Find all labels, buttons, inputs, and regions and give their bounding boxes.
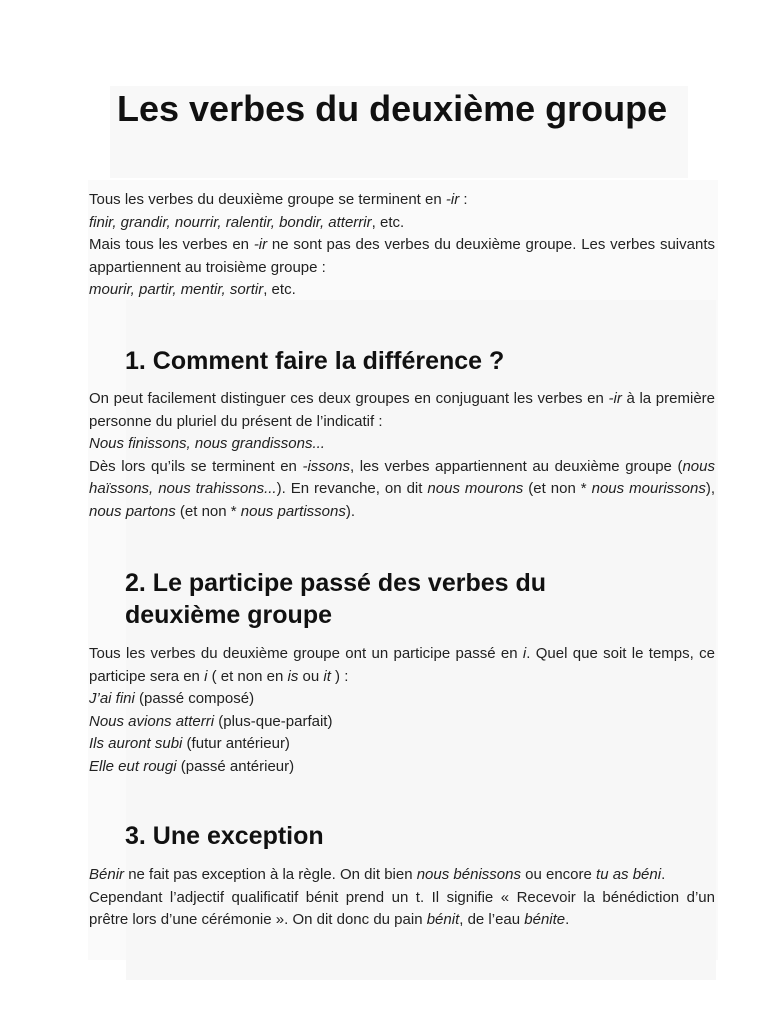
verb-list: mourir, partir, mentir, sortir (89, 281, 264, 298)
intro-paragraph (89, 189, 715, 302)
suffix-ir: -ir (608, 390, 622, 407)
text: ( et non en (207, 667, 288, 685)
intro-line-4 (89, 279, 715, 302)
text: (et non * (175, 502, 241, 520)
tense-label: (passé antérieur) (176, 757, 295, 775)
suffix-ir: -ir (253, 236, 268, 253)
example: tu as béni (596, 866, 662, 883)
section-3-body (89, 864, 715, 932)
example: Nous finissons, nous grandissons... (89, 435, 325, 452)
section-2-heading: 2. Le participe passé des verbes du deuxième groupe (125, 569, 547, 629)
text: Tous les verbes du deuxième groupe ont un participe passé en (89, 645, 523, 662)
text: : (459, 191, 468, 208)
example-line (89, 756, 715, 779)
section-1-body (89, 388, 715, 523)
text: ), (705, 480, 716, 497)
paragraph (89, 433, 715, 456)
text: , de l’eau (459, 911, 525, 928)
suffix-it: it (323, 667, 331, 685)
example: J’ai fini (89, 690, 135, 707)
text: . Quel que soit le temps, ce participe sera en (89, 645, 715, 685)
text: ne fait pas exception à la règle. On dit bien (124, 866, 417, 883)
paragraph (89, 887, 715, 932)
text: Tous les verbes du deuxième groupe se terminent en (89, 191, 446, 208)
text: On peut facilement distinguer ces deux groupes en conjuguant les verbes en (89, 390, 609, 407)
tense-label: (plus-que-parfait) (214, 712, 333, 730)
text: ). (345, 502, 356, 520)
suffix-ir: -ir (445, 191, 460, 208)
suffix-i: i (204, 667, 208, 685)
paragraph (89, 456, 715, 524)
paragraph (89, 643, 715, 688)
example: nous haïssons, nous trahissons... (89, 457, 715, 497)
text: , etc. (371, 213, 405, 231)
tense-label: (futur antérieur) (182, 735, 290, 752)
example: nous mourons (427, 480, 524, 497)
suffix-i: i (522, 645, 527, 662)
intro-line-1 (89, 189, 715, 212)
text: Mais tous les verbes en (89, 236, 254, 253)
text: Cependant l’adjectif qualificatif bénit prend un t. Il signifie « Recevoir la bénédiction d’un prêtre lors d’une cérémonie ». On dit donc du pain (89, 888, 715, 928)
example: Nous avions atterri (89, 712, 215, 730)
intro-line-3 (89, 234, 715, 279)
text: . (661, 866, 666, 883)
tense-label: (passé composé) (134, 690, 255, 707)
text: à la première personne du pluriel du présent de l’indicatif : (89, 390, 715, 430)
text: Dès lors qu’ils se terminent en (89, 457, 303, 475)
text: ou encore (520, 866, 597, 883)
verb-list: finir, grandir, nourrir, ralentir, bondir, atterrir (89, 213, 372, 231)
example: nous mourissons (591, 480, 706, 497)
text: , etc. (263, 281, 296, 298)
example: nous bénissons (416, 866, 521, 883)
section-2-body (89, 643, 715, 778)
text: ) : (330, 667, 349, 685)
example: nous partissons (240, 502, 346, 520)
page-title: Les verbes du deuxième groupe (117, 88, 668, 129)
paragraph (89, 388, 715, 433)
intro-line-2 (89, 212, 715, 235)
example: bénite (524, 911, 566, 928)
text: ne sont pas des verbes du deuxième groupe. Les verbes suivants appartiennent au troisième groupe : (89, 236, 715, 276)
example-line (89, 733, 715, 756)
text: . (565, 911, 570, 928)
verb: Bénir (89, 866, 125, 883)
example-line (89, 711, 715, 734)
text: , les verbes appartiennent au deuxième groupe ( (349, 457, 683, 475)
text: ). En revanche, on dit (276, 480, 428, 497)
example: Elle eut rougi (89, 757, 177, 775)
section-1-heading: 1. Comment faire la différence ? (125, 347, 505, 375)
example: Ils auront subi (89, 735, 183, 752)
text: ou (298, 667, 324, 685)
section-3-heading: 3. Une exception (125, 822, 324, 850)
example: nous partons (89, 502, 176, 520)
paragraph (89, 864, 715, 887)
example: bénit (426, 911, 460, 928)
text: (et non * (523, 480, 592, 497)
example-line (89, 688, 715, 711)
suffix-issons: -issons (302, 457, 350, 475)
suffix-is: is (287, 667, 299, 685)
